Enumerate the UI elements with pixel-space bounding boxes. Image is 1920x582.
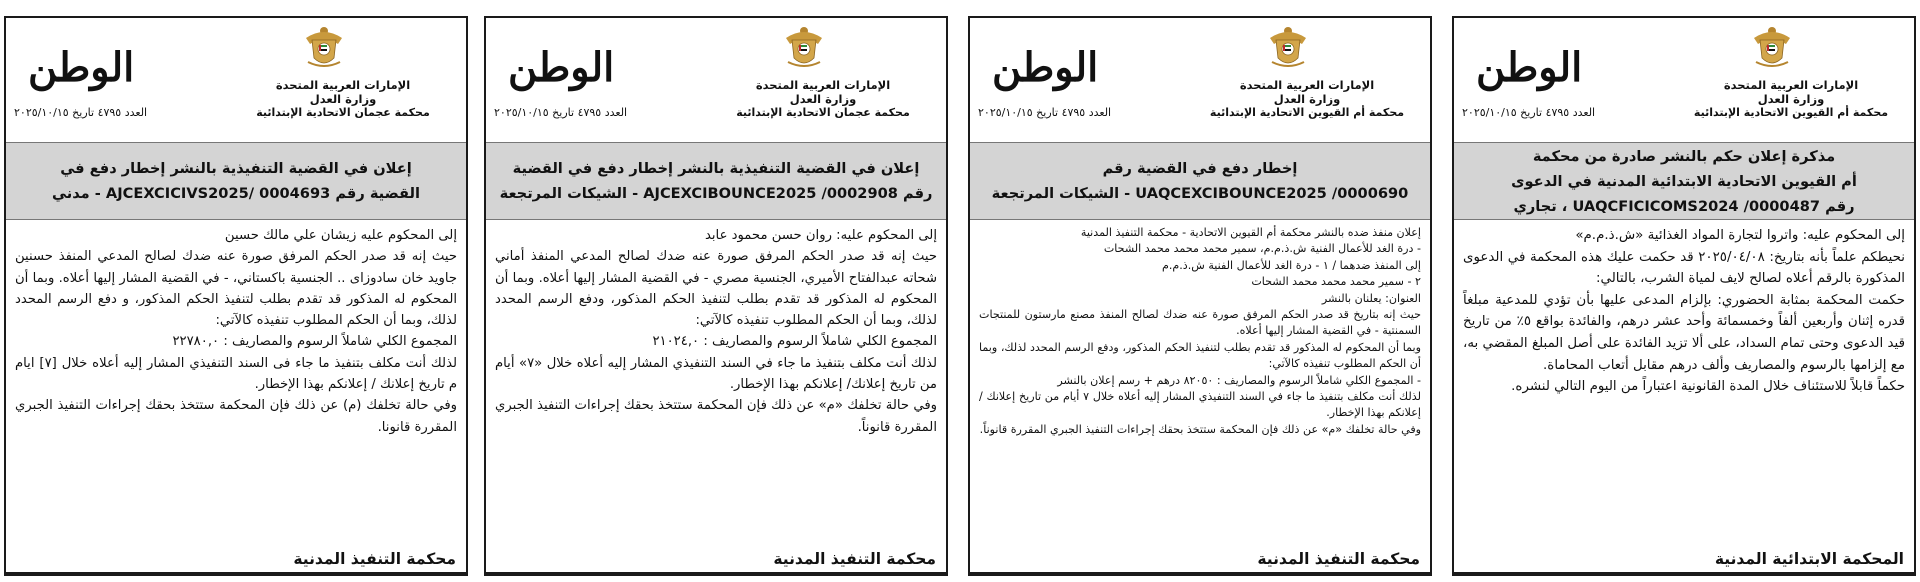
- uae-emblem-icon: [782, 22, 826, 70]
- ministry-name: وزارة العدل: [1757, 92, 1825, 106]
- body-paragraph: لذلك أنت مكلف بتنفيذ ما جاء فى السند التنفيذي المشار إليه أعلاه خلال [٧] ايام م تاريخ إعلانك / إعلانكم بهذا الإخطار.: [15, 355, 458, 393]
- notice-title: [970, 142, 1430, 220]
- notice-title: [6, 142, 466, 220]
- title-line: رقم AJCEXCIBOUNCE2025 /0002908 - الشيكات المرتجعة: [499, 185, 933, 202]
- notice-body: [970, 220, 1430, 438]
- notice-signature: المحكمة الابتدائية المدنية: [1714, 550, 1904, 568]
- notice-body: [6, 220, 466, 438]
- title-line: UAQCEXCIBOUNCE2025 /0000690 - الشيكات المرتجعة: [991, 185, 1409, 202]
- newspaper-logo: الوطن: [28, 44, 135, 91]
- notice-header: [486, 18, 946, 142]
- title-line: إعلان في القضية التنفيذية بالنشر إخطار دفع في: [60, 160, 412, 177]
- body-paragraph: المجموع الكلي شاملاً الرسوم والمصاريف : ٢١٠٢٤,٠: [652, 334, 937, 350]
- notice-panel: [968, 16, 1432, 576]
- ministry-name: وزارة العدل: [789, 92, 857, 106]
- country-name: الإمارات العربية المتحدة: [755, 78, 891, 92]
- notice-title: [486, 142, 946, 220]
- uae-emblem-icon: [1266, 22, 1310, 70]
- body-paragraph: حيث إنه بتاريخ قد صدر الحكم المرفق صورة عنه ضدك لصالح المنفذ مصنع مارستون للمنتجات السمنتية - في القضية المشار إليها أعلاه.: [979, 308, 1421, 338]
- notice-panel: [1452, 16, 1916, 576]
- body-paragraph: ٢ - سمير محمد محمد محمد الشحات: [1251, 275, 1421, 289]
- newspaper-logo: الوطن: [992, 44, 1099, 91]
- divider: [1454, 572, 1914, 574]
- title-line: مذكرة إعلان حكم بالنشر صادرة من محكمة: [1532, 147, 1836, 165]
- newspaper-logo: الوطن: [508, 44, 615, 91]
- body-paragraph: إلى المحكوم عليه: روان حسن محمود عابد: [704, 228, 937, 243]
- country-name: الإمارات العربية المتحدة: [275, 78, 411, 92]
- body-paragraph: وبما أن المحكوم له المذكور قد تقدم بطلب لتنفيذ الحكم المذكور، ودفع الرسم المحدد لذلك، وبما أن الحكم المطلوب تنفيذه كالآتي:: [979, 340, 1421, 371]
- issue-date: العدد ٤٧٩٥ تاريخ ٢٠٢٥/١٠/١٥: [494, 106, 628, 119]
- body-paragraph: إلى المحكوم عليه: واتروا لتجارة المواد الغذائية «ش.ذ.م.م»: [1575, 228, 1905, 243]
- body-paragraph: إلى المنفذ ضدهما / ١ - درة الغد للأعمال الفنية ش.ذ.م.م: [1162, 258, 1421, 272]
- country-name: الإمارات العربية المتحدة: [1239, 78, 1375, 92]
- body-paragraph: إلى المحكوم عليه زيشان علي مالك حسين: [224, 228, 457, 243]
- notice-panel: [484, 16, 948, 576]
- court-name: محكمة أم القيوين الاتحادية الإبتدائية: [1209, 106, 1405, 119]
- body-paragraph: نحيطكم علماً بأنه بتاريخ: ٢٠٢٥/٠٤/٠٨ قد حكمت عليك هذه المحكمة في الدعوى المذكورة بالرقم أعلاه لصالح لايف لمياة الشرب، بالتالي:: [1463, 249, 1905, 287]
- title-line: إخطار دفع في القضية رقم: [1102, 160, 1298, 177]
- uae-emblem-icon: [1750, 22, 1794, 70]
- title-line: إعلان في القضية التنفيذية بالنشر إخطار دفع في القضية: [512, 160, 920, 177]
- country-name: الإمارات العربية المتحدة: [1723, 78, 1859, 92]
- body-paragraph: وفي حالة تخلفك «م» عن ذلك فإن المحكمة ستتخذ بحقك إجراءات التنفيذ الجبري المقررة قانوناً.: [495, 398, 937, 435]
- divider: [6, 572, 466, 574]
- divider: [970, 572, 1430, 574]
- notice-signature: محكمة التنفيذ المدنية: [1257, 550, 1420, 568]
- court-name: محكمة عجمان الاتحادية الإبتدائية: [736, 106, 910, 119]
- notice-signature: محكمة التنفيذ المدنية: [773, 550, 936, 568]
- court-name: محكمة عجمان الاتحادية الإبتدائية: [256, 106, 430, 119]
- body-paragraph: حكمت المحكمة بمثابة الحضوري: بإلزام المدعى عليها بأن تؤدي للمدعية مبلغاً قدره إثنان وأربعين ألفاً وخمسمائة وأحد عشر درهم، والفائدة بواقع ٥٪ من تاريخ قيد الدعوى وحتى تمام السداد، على ألا تزيد الفائدة على أصل المبلغ المقضي به، مع إلزامها بالرسوم والمصاريف وألف درهم مقابل أتعاب المحاماة.: [1463, 292, 1906, 373]
- notice-body: [1454, 220, 1914, 398]
- body-paragraph: وفي حالة تخلفك (م) عن ذلك فإن المحكمة ستتخذ بحقك إجراءات التنفيذ الجبري المقررة قانونا.: [15, 398, 457, 435]
- notice-header: [970, 18, 1430, 142]
- body-paragraph: لذلك أنت مكلف بتنفيذ ما جاء في السند التنفيذي المشار إليه أعلاه خلال «٧» أيام من تاريخ إعلانك/ إعلانكم بهذا الإخطار.: [495, 355, 938, 393]
- notice-header: [6, 18, 466, 142]
- body-paragraph: حيث إنه قد صدر الحكم المرفق صورة عنه ضدك لصالح المدعي المنفذ أماني شحاته عبدالفتاح الأميري، الجنسية مصري - في القضية المشار إليها أعلاه. وبما أن المحكوم له المذكور قد تقدم بطلب لتنفيذ الحكم المذكور، ودفع الرسم المحدد لذلك، وبما أن الحكم المطلوب تنفيذه كالآتي:: [495, 249, 937, 329]
- uae-emblem-icon: [302, 22, 346, 70]
- divider: [486, 572, 946, 574]
- body-paragraph: حيث إنه قد صدر الحكم المرفق صورة عنه ضدك لصالح المدعي المنفذ حسنين جاويد خان سادوزاى .. الجنسية باكستاني، - في القضية المشار إليها أعلاه. وبما أن المحكوم له المذكور قد تقدم بطلب لتنفيذ الحكم المذكور، و دفع الرسم المحدد لذلك، وبما أن الحكم المطلوب تنفيذه كالآتي:: [15, 249, 457, 329]
- body-paragraph: حكماً قابلاً للاستئناف خلال المدة القانونية اعتباراً من اليوم التالي لنشره.: [1511, 379, 1905, 395]
- body-paragraph: العنوان: يعلنان بالنشر: [1321, 291, 1421, 305]
- notice-header: [1454, 18, 1914, 142]
- issue-date: العدد ٤٧٩٥ تاريخ ٢٠٢٥/١٠/١٥: [978, 106, 1112, 119]
- notice-body: [486, 220, 946, 438]
- body-paragraph: - المجموع الكلي شاملاً الرسوم والمصاريف : ٨٢٠٥٠ درهم + رسم إعلان بالنشر: [1057, 373, 1421, 387]
- body-paragraph: المجموع الكلي شاملاً الرسوم والمصاريف : ٢٢٧٨٠,٠: [172, 334, 457, 350]
- notice-signature: محكمة التنفيذ المدنية: [293, 550, 456, 568]
- body-paragraph: وفي حالة تخلفك «م» عن ذلك فإن المحكمة ستتخذ بحقك إجراءات التنفيذ الجبري المقررة قانوناً.: [979, 422, 1421, 436]
- court-name: محكمة أم القيوين الاتحادية الإبتدائية: [1693, 106, 1889, 119]
- issue-date: العدد ٤٧٩٥ تاريخ ٢٠٢٥/١٠/١٥: [14, 106, 148, 119]
- notice-title: [1454, 142, 1914, 220]
- ministry-name: وزارة العدل: [1273, 92, 1341, 106]
- body-paragraph: - درة الغد للأعمال الفنية ش.ذ.م.م، سمير محمد محمد محمد الشحات: [1103, 242, 1421, 256]
- title-line: أم القيوين الاتحادية الابتدائية المدنية في الدعوى: [1511, 172, 1857, 190]
- body-paragraph: إعلان منفذ ضده بالنشر محكمة أم القيوين الاتحادية - محكمة التنفيذ المدنية: [1080, 226, 1421, 239]
- notice-panel: [4, 16, 468, 576]
- title-line: القضية رقم AJCEXCICIVS2025/ 0004693 - مدني: [51, 185, 421, 202]
- title-line: رقم UAQCFICICOMS2024 /0000487 ، تجاري: [1513, 197, 1855, 215]
- ministry-name: وزارة العدل: [309, 92, 377, 106]
- body-paragraph: لذلك أنت مكلف بتنفيذ ما جاء في السند التنفيذي المشار إليه أعلاه خلال ٧ أيام من تاريخ إعلانك / إعلانكم بهذا الإخطار.: [979, 390, 1421, 420]
- newspaper-logo: الوطن: [1476, 44, 1583, 91]
- issue-date: العدد ٤٧٩٥ تاريخ ٢٠٢٥/١٠/١٥: [1462, 106, 1596, 119]
